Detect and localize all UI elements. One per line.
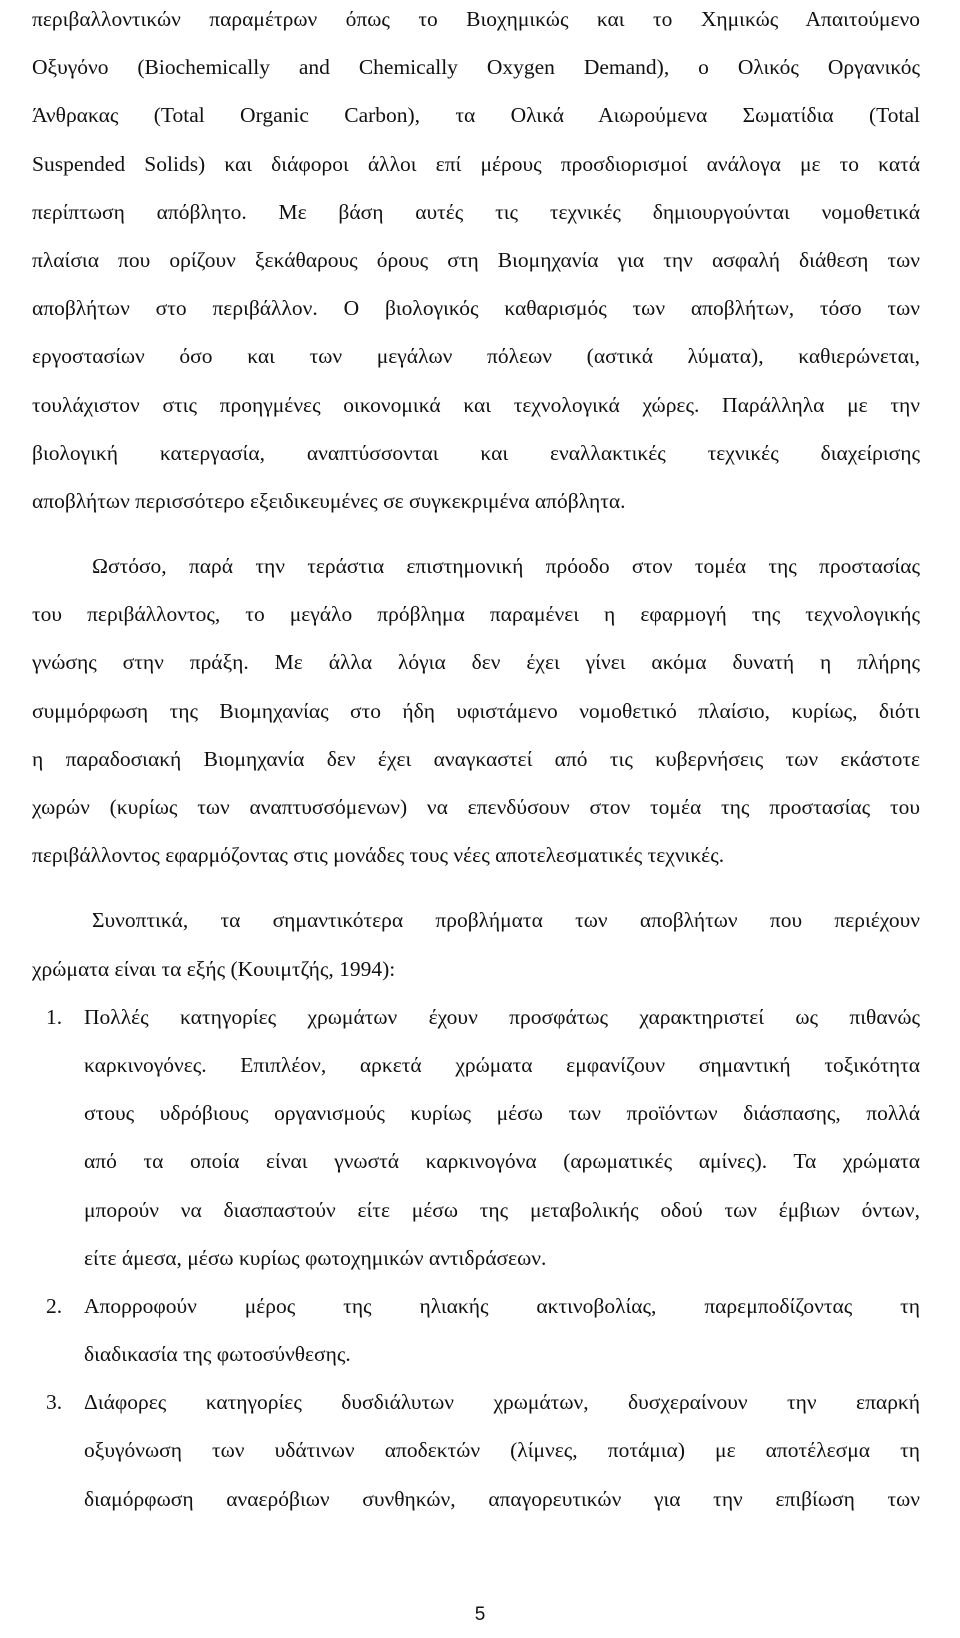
- list-item-line: καρκινογόνες. Επιπλέον, αρκετά χρώματα εμφανίζουν σημαντική τοξικότητα: [84, 1052, 920, 1077]
- paragraph-1: [32, 0, 920, 530]
- text-line: συμμόρφωση της Βιομηχανίας στο ήδη υφιστάμενο νομοθετικό πλαίσιο, κυρίως, διότι: [32, 698, 920, 723]
- list-item-line: [32, 998, 920, 1046]
- list-item: [32, 998, 920, 1287]
- list-item-line: από τα οποία είναι γνωστά καρκινογόνα (αρωματικές αμίνες). Τα χρώματα: [84, 1149, 920, 1174]
- text-line: περίπτωση απόβλητο. Με βάση αυτές τις τεχνικές δημιουργούνται νομοθετικά: [32, 199, 920, 224]
- list-number: 1.: [46, 1004, 63, 1029]
- text-line: η παραδοσιακή Βιομηχανία δεν έχει αναγκαστεί από τις κυβερνήσεις των εκάστοτε: [32, 746, 920, 771]
- list-number: 3.: [46, 1390, 63, 1415]
- text-line: περιβάλλοντος εφαρμόζοντας στις μονάδες τους νέες αποτελεσματικές τεχνικές.: [32, 843, 725, 868]
- list-item-line: [32, 1287, 920, 1335]
- list-item-line: διαμόρφωση αναερόβιων συνθηκών, απαγορευτικών για την επιβίωση των: [84, 1486, 920, 1511]
- text-line: εργοστασίων όσο και των μεγάλων πόλεων (αστικά λύματα), καθιερώνεται,: [32, 344, 920, 369]
- list-item-text: Απορροφούν μέρος της ηλιακής ακτινοβολίας, παρεμποδίζοντας τη: [84, 1293, 920, 1318]
- text-line: Οξυγόνο (Biochemically and Chemically Oxygen Demand), ο Ολικός Οργανικός: [32, 55, 920, 80]
- text-line: τουλάχιστον στις προηγμένες οικονομικά και τεχνολογικά χώρες. Παράλληλα με την: [32, 392, 920, 417]
- paragraph-3: [32, 901, 920, 997]
- list-item-line: διαδικασία της φωτοσύνθεσης.: [84, 1342, 351, 1367]
- list-item-line: στους υδρόβιους οργανισμούς κυρίως μέσω των προϊόντων διάσπασης, πολλά: [84, 1101, 920, 1126]
- document-page: [32, 0, 920, 1528]
- text-line: Άνθρακας (Total Organic Carbon), τα Ολικά Αιωρούμενα Σωματίδια (Total: [32, 103, 920, 128]
- list-item: [32, 1287, 920, 1383]
- list-item-line: είτε άμεσα, μέσω κυρίως φωτοχημικών αντιδράσεων.: [84, 1245, 547, 1270]
- text-line: του περιβάλλοντος, το μεγάλο πρόβλημα παραμένει η εφαρμογή της τεχνολογικής: [32, 602, 920, 627]
- text-line: περιβαλλοντικών παραμέτρων όπως το Βιοχημικώς και το Χημικώς Απαιτούμενο: [32, 7, 920, 31]
- numbered-list: [32, 998, 920, 1528]
- text-line: Συνοπτικά, τα σημαντικότερα προβλήματα των αποβλήτων που περιέχουν: [92, 908, 920, 933]
- text-line: αποβλήτων στο περιβάλλον. Ο βιολογικός καθαρισμός των αποβλήτων, τόσο των: [32, 296, 920, 321]
- list-item-line: μπορούν να διασπαστούν είτε μέσω της μεταβολικής οδού των έμβιων όντων,: [84, 1197, 920, 1222]
- list-item-text: Πολλές κατηγορίες χρωμάτων έχουν προσφάτως χαρακτηριστεί ως πιθανώς: [84, 1004, 920, 1029]
- list-item-line: οξυγόνωση των υδάτινων αποδεκτών (λίμνες, ποτάμια) με αποτέλεσμα τη: [84, 1438, 920, 1463]
- list-item-text: Διάφορες κατηγορίες δυσδιάλυτων χρωμάτων, δυσχεραίνουν την επαρκή: [84, 1390, 920, 1415]
- text-line: Suspended Solids) και διάφοροι άλλοι επί μέρους προσδιορισμοί ανάλογα με το κατά: [32, 151, 920, 176]
- text-line: γνώσης στην πράξη. Με άλλα λόγια δεν έχει γίνει ακόμα δυνατή η πλήρης: [32, 650, 920, 675]
- paragraph-2: [32, 547, 920, 884]
- text-line: χρώματα είναι τα εξής (Κουιμτζής, 1994):: [32, 956, 396, 981]
- text-line: χωρών (κυρίως των αναπτυσσόμενων) να επενδύσουν στον τομέα της προστασίας του: [32, 795, 920, 819]
- text-line: βιολογική κατεργασία, αναπτύσσονται και εναλλακτικές τεχνικές διαχείρισης: [32, 440, 920, 465]
- page-number: 5: [474, 1604, 486, 1625]
- paragraph-spacer: [32, 530, 920, 547]
- list-item-line: [32, 1383, 920, 1431]
- list-number: 2.: [46, 1293, 63, 1318]
- text-line: πλαίσια που ορίζουν ξεκάθαρους όρους στη Βιομηχανία για την ασφαλή διάθεση των: [32, 247, 920, 272]
- list-item: [32, 1383, 920, 1528]
- text-line: Ωστόσο, παρά την τεράστια επιστημονική πρόοδο στον τομέα της προστασίας: [92, 554, 920, 579]
- paragraph-spacer: [32, 884, 920, 901]
- text-line: αποβλήτων περισσότερο εξειδικευμένες σε συγκεκριμένα απόβλητα.: [32, 488, 626, 513]
